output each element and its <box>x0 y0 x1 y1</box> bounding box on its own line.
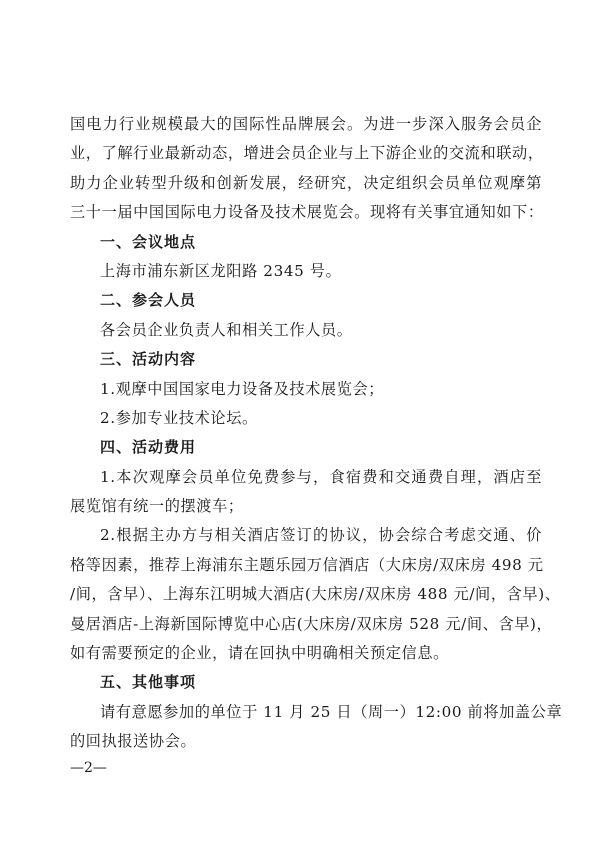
document-body <box>70 110 563 757</box>
fees-paragraph-2-line: 曼居酒店-上海新国际博览中心店(大床房/双床房 528 元/间、含早)， <box>70 614 553 633</box>
section-heading-other: 五、其他事项 <box>100 673 197 692</box>
intro-line: 助力企业转型升级和创新发展，经研究，决定组织会员单位观摩第 <box>70 173 542 192</box>
activity-item: 2.参加专业技术论坛。 <box>100 408 258 427</box>
fees-paragraph-2-line: 格等因素，推荐上海浦东主题乐园万信酒店（大床房/双床房 498 元 <box>70 555 544 574</box>
activity-item: 1.观摩中国国家电力设备及技术展览会； <box>100 379 385 398</box>
intro-line: 三十一届中国国际电力设备及技术展览会。现将有关事宜通知如下： <box>70 203 544 222</box>
intro-line: 业，了解行业最新动态，增进会员企业与上下游企业的交流和联动， <box>70 144 544 163</box>
fees-paragraph-2-line: /间，含早）、上海东江明城大酒店(大床房/双床房 488 元/间，含早)、 <box>70 585 561 604</box>
intro-line: 国电力行业规模最大的国际性品牌展会。为进一步深入服务会员企 <box>70 115 542 133</box>
other-text-line: 的回执报送协会。 <box>70 732 197 751</box>
fees-paragraph-2-line: 如有需要预定的企业，请在回执中明确相关预定信息。 <box>70 644 449 663</box>
fees-paragraph-1-line: 1.本次观摩会员单位免费参与，食宿费和交通费自理，酒店至 <box>100 467 542 486</box>
other-text-line: 请有意愿参加的单位于 11 月 25 日（周一）12:00 前将加盖公章 <box>100 702 563 721</box>
section-heading-attendees: 二、参会人员 <box>100 291 197 310</box>
section-heading-location: 一、会议地点 <box>100 232 197 251</box>
fees-paragraph-1-line: 展览馆有统一的摆渡车； <box>70 497 244 516</box>
section-heading-fees: 四、活动费用 <box>100 438 197 457</box>
page-number: —2— <box>70 760 107 776</box>
section-heading-activities: 三、活动内容 <box>100 350 197 369</box>
fees-paragraph-2-line: 2.根据主办方与相关酒店签订的协议，协会综合考虑交通、价 <box>100 526 542 545</box>
location-text: 上海市浦东新区龙阳路 2345 号。 <box>100 261 342 280</box>
attendees-text: 各会员企业负责人和相关工作人员。 <box>100 320 353 339</box>
